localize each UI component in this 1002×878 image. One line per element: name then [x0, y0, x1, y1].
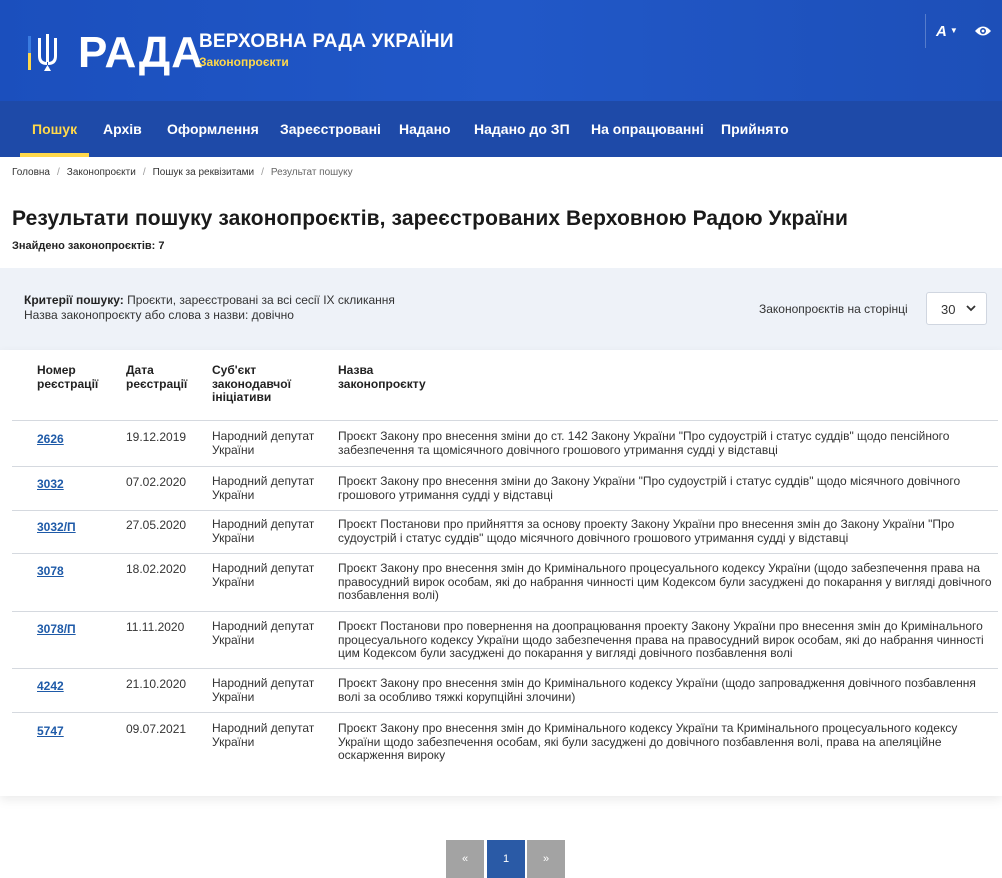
col-header-subject[interactable]	[212, 364, 291, 405]
col-header-line: Суб'єкт	[212, 363, 257, 377]
col-header-line: ініціативи	[212, 390, 272, 404]
nav-item-provided-zp[interactable]: Надано до ЗП	[474, 121, 570, 137]
criteria-label: Критерії пошуку:	[24, 293, 124, 307]
criteria-title-words: Назва законопроєкту або слова з назви: довічно	[24, 308, 294, 322]
breadcrumb-home[interactable]: Головна	[12, 167, 50, 178]
chevron-down-icon[interactable]: ▼	[949, 25, 958, 35]
results-count: Знайдено законопроєктів: 7	[12, 240, 165, 252]
per-page-value: 30	[941, 302, 956, 317]
bill-number-link[interactable]: 2626	[37, 432, 64, 446]
col-header-title[interactable]	[338, 364, 426, 391]
registration-date: 21.10.2020	[126, 677, 187, 691]
bill-title: Проєкт Закону про внесення зміни до ст. 142 Закону України "Про судоустрій і статус суддів" щодо пенсійного забезпечення та щомісячного довічного грошового утримання судді у відставці	[338, 429, 950, 457]
registration-date: 27.05.2020	[126, 518, 187, 532]
chevron-down-icon	[966, 305, 976, 312]
col-header-line: Номер	[37, 363, 76, 377]
logo-word: РАДА	[78, 28, 205, 77]
nav-item-adopted[interactable]: Прийнято	[721, 121, 789, 137]
criteria-session-text: Проєкти, зареєстровані за всі сесії IX скликання	[123, 293, 395, 307]
registration-date: 09.07.2021	[126, 722, 187, 736]
nav-item-search[interactable]: Пошук	[32, 101, 77, 157]
bill-number-link[interactable]: 5747	[37, 724, 64, 738]
nav-item-processing[interactable]: На опрацюванні	[591, 121, 704, 137]
breadcrumb-search[interactable]: Пошук за реквізитами	[152, 167, 255, 178]
bill-number-link[interactable]: 4242	[37, 679, 64, 693]
initiative-subject: Народний депутат України	[212, 721, 315, 749]
breadcrumb-separator: /	[142, 167, 146, 178]
breadcrumb-separator: /	[57, 167, 60, 178]
initiative-subject: Народний депутат України	[212, 429, 315, 457]
nav-item-formalization[interactable]: Оформлення	[167, 121, 259, 137]
bill-title: Проєкт Постанови про прийняття за основу проекту Закону України про внесення змін до Закону України "Про судоустрій і статус суддів" щодо місячного довічного грошового утримання судді у відставці	[338, 517, 955, 545]
col-header-line: законопроєкту	[338, 376, 426, 391]
breadcrumb-separator: /	[261, 167, 264, 178]
row-divider	[12, 466, 998, 467]
row-divider	[12, 668, 998, 669]
col-header-number[interactable]	[37, 364, 98, 391]
pagination-next[interactable]: »	[527, 840, 565, 878]
initiative-subject: Народний депутат України	[212, 561, 315, 589]
bill-title: Проєкт Постанови про повернення на доопрацювання проекту Закону України про внесення змін до Кримінального процесуального кодексу України щодо забезпечення права на правосудний вирок особам, які до набрання чинності цим Кодексом були засуджені до покарання у вигляді довічного позбавлення волі	[338, 619, 984, 660]
col-header-line: Назва	[338, 363, 374, 377]
breadcrumb	[12, 167, 353, 178]
row-divider	[12, 712, 998, 713]
col-header-line: реєстрації	[37, 376, 99, 391]
initiative-subject: Народний депутат України	[212, 517, 315, 545]
col-header-line: Дата	[126, 363, 154, 377]
per-page-select[interactable]	[926, 292, 987, 325]
results-table	[0, 350, 1002, 796]
bill-title: Проєкт Закону про внесення зміни до Закону України "Про судоустрій і статус суддів" щодо місячного довічного грошового утримання судді у відставці	[338, 474, 961, 502]
pagination-page-current[interactable]: 1	[487, 840, 525, 878]
eye-icon[interactable]	[974, 25, 992, 37]
main-nav	[0, 101, 1002, 157]
registration-date: 19.12.2019	[126, 430, 187, 444]
row-divider	[12, 611, 998, 612]
initiative-subject: Народний депутат України	[212, 474, 315, 502]
col-header-line: законодавчої	[212, 376, 291, 391]
col-header-line: реєстрації	[126, 376, 188, 391]
row-divider	[12, 553, 998, 554]
initiative-subject: Народний депутат України	[212, 619, 315, 647]
site-logo[interactable]	[28, 28, 205, 77]
table-header-divider	[12, 420, 998, 421]
criteria-session	[24, 293, 395, 307]
header-tools	[925, 14, 1002, 48]
trident-icon	[28, 32, 74, 74]
page-title: Результати пошуку законопроєктів, зареєстрованих Верховною Радою України	[12, 207, 849, 230]
col-header-date[interactable]	[126, 364, 187, 391]
registration-date: 11.11.2020	[126, 620, 185, 634]
search-criteria-panel	[0, 268, 1002, 350]
site-subtitle[interactable]: Законопроєкти	[199, 55, 289, 69]
bill-title: Проєкт Закону про внесення змін до Кримінального кодексу України (щодо запровадження довічного позбавлення волі за особливо тяжкі корупційні злочини)	[338, 676, 976, 704]
bill-number-link[interactable]: 3078/П	[37, 622, 76, 636]
bill-number-link[interactable]: 3032	[37, 477, 64, 491]
per-page-label: Законопроєктів на сторінці	[759, 302, 908, 316]
bill-number-link[interactable]: 3032/П	[37, 520, 76, 534]
bill-number-link[interactable]: 3078	[37, 564, 64, 578]
row-divider	[12, 510, 998, 511]
site-title: ВЕРХОВНА РАДА УКРАЇНИ	[199, 31, 454, 52]
pagination-prev[interactable]: «	[446, 840, 484, 878]
bill-title: Проєкт Закону про внесення змін до Кримінального кодексу України та Кримінального процесуального кодексу України щодо забезпечення особам, які були засуджені до довічного позбавлення волі, права на апеляційне оскарження вироку	[338, 721, 958, 762]
breadcrumb-bills[interactable]: Законопроєкти	[66, 167, 136, 178]
registration-date: 07.02.2020	[126, 475, 187, 489]
initiative-subject: Народний депутат України	[212, 676, 315, 704]
nav-item-provided[interactable]: Надано	[399, 121, 451, 137]
site-header	[0, 0, 1002, 101]
font-size-button[interactable]: A	[936, 22, 947, 40]
nav-item-archive[interactable]: Архів	[103, 121, 142, 137]
registration-date: 18.02.2020	[126, 562, 187, 576]
bill-title: Проєкт Закону про внесення змін до Кримінального процесуального кодексу України (щодо забезпечення права на правосудний вирок особам, які до набрання чинності цим Кодексом були засуджені до покарання у вигляді довічного позбавлення волі)	[338, 561, 992, 602]
nav-item-registered[interactable]: Зареєстровані	[280, 121, 381, 137]
breadcrumb-current: Результат пошуку	[270, 167, 353, 178]
